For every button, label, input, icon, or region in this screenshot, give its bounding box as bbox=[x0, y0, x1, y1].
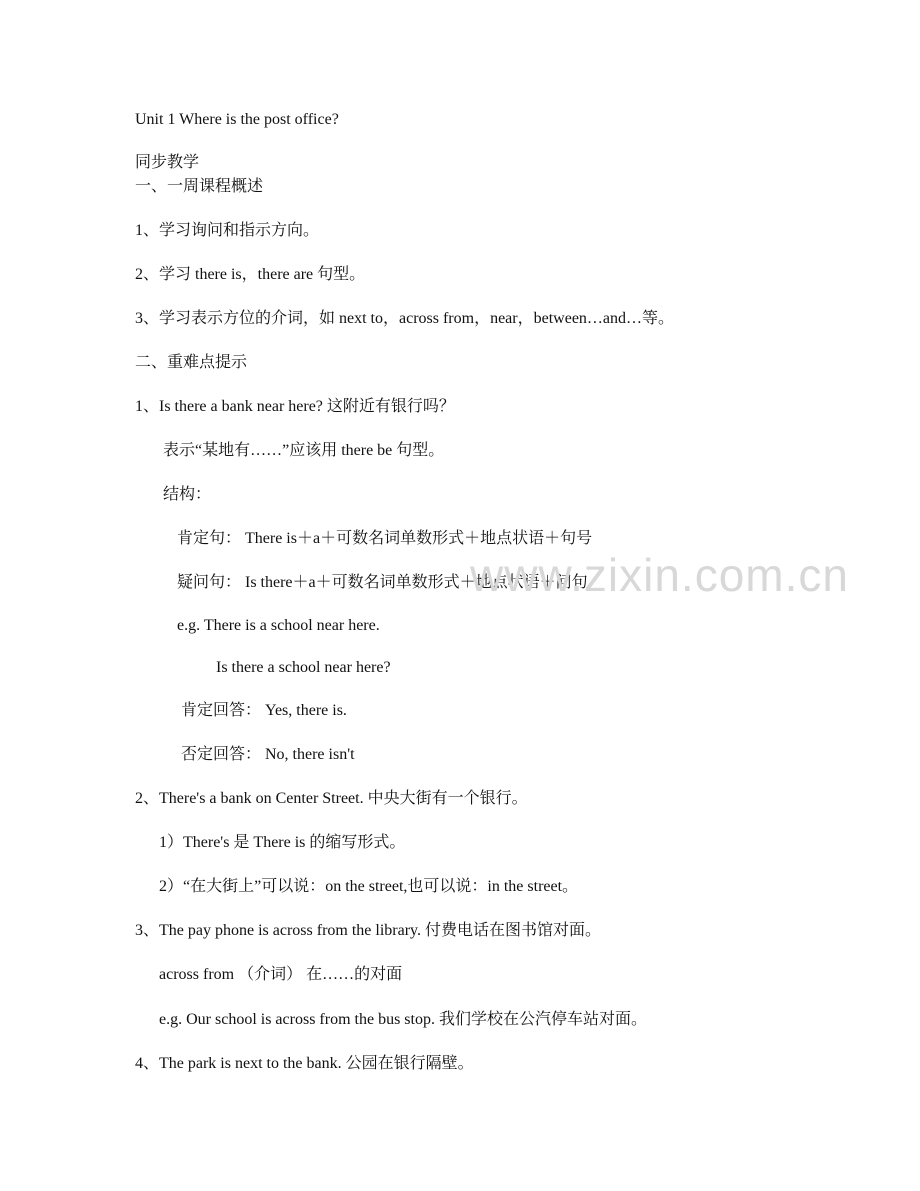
point2-title: 2、There's a bank on Center Street. 中央大街有一个银行。 bbox=[135, 790, 528, 807]
part2-heading: 二、重难点提示 bbox=[135, 354, 248, 371]
part1-item-2: 2、学习 there is，there are 句型。 bbox=[135, 266, 366, 283]
point1-note: 表示“某地有……”应该用 there be 句型。 bbox=[163, 442, 445, 459]
point1-example-2: Is there a school near here? bbox=[216, 659, 391, 676]
part1-item-3: 3、学习表示方位的介词，如 next to，across from，near，between…and…等。 bbox=[135, 310, 675, 327]
part1-item-1: 1、学习询问和指示方向。 bbox=[135, 222, 320, 239]
point1-structure-label: 结构： bbox=[163, 486, 212, 503]
section-label: 同步教学 bbox=[135, 154, 200, 171]
point3-phrase: across from （介词） 在……的对面 bbox=[159, 966, 403, 983]
point1-example-1: e.g. There is a school near here. bbox=[177, 617, 380, 634]
document-title: Unit 1 Where is the post office? bbox=[135, 111, 339, 128]
point4-title: 4、The park is next to the bank. 公园在银行隔壁。 bbox=[135, 1055, 474, 1072]
watermark-text: www.zixin.com.cn bbox=[470, 549, 849, 601]
point3-title: 3、The pay phone is across from the library. 付费电话在图书馆对面。 bbox=[135, 922, 601, 939]
point2-sub-2: 2）“在大街上”可以说：on the street,也可以说：in the street。 bbox=[159, 878, 579, 895]
point1-interrogative-pattern: 疑问句： Is there＋a＋可数名词单数形式＋地点状语＋问句 bbox=[177, 574, 588, 591]
point1-no-answer: 否定回答： No, there isn't bbox=[181, 746, 355, 763]
point1-affirmative-pattern: 肯定句： There is＋a＋可数名词单数形式＋地点状语＋句号 bbox=[177, 530, 593, 547]
point1-yes-answer: 肯定回答： Yes, there is. bbox=[181, 702, 347, 719]
point3-example: e.g. Our school is across from the bus stop. 我们学校在公汽停车站对面。 bbox=[159, 1011, 647, 1028]
point1-title: 1、Is there a bank near here? 这附近有银行吗？ bbox=[135, 398, 455, 415]
point2-sub-1: 1）There's 是 There is 的缩写形式。 bbox=[159, 834, 406, 851]
part1-heading: 一、一周课程概述 bbox=[135, 178, 264, 195]
